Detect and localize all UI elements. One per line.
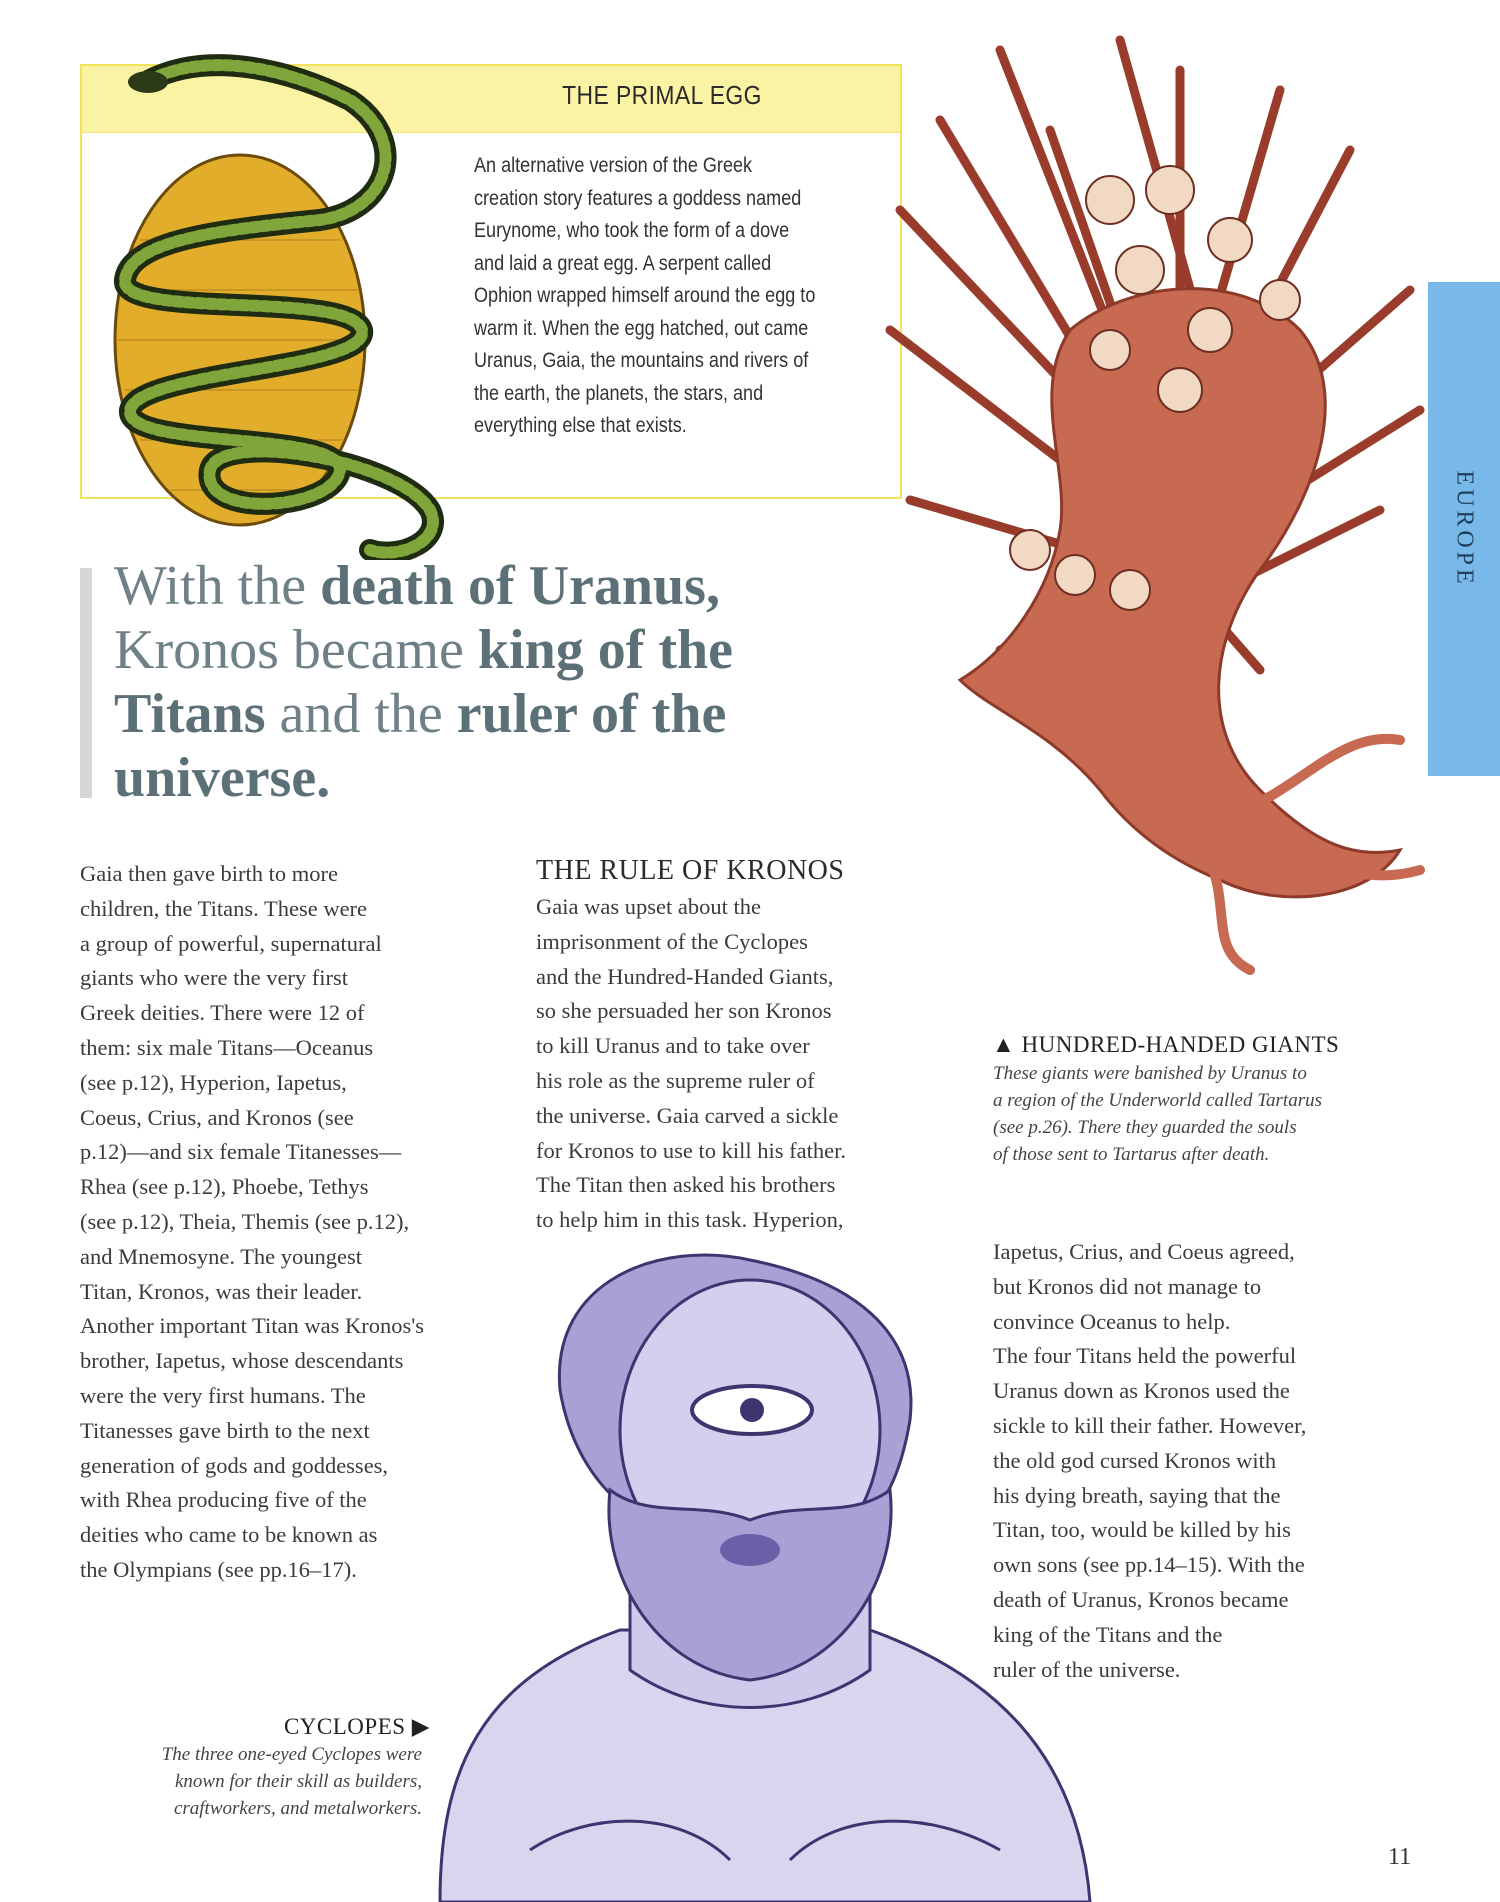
section-tab-label: EUROPE [1451, 470, 1478, 588]
cyclopes-caption-text: The three one-eyed Cyclopes were known for their skill as builders, craftworkers, and metalworkers. [161, 1744, 422, 1819]
cyclops-illustration [400, 1250, 1120, 1902]
quote-bold-2: king of the Titans [114, 619, 734, 745]
body-column-3: Iapetus, Crius, and Coeus agreed, but Kronos did not manage to convince Oceanus to help. The four Titans held the powerful Uranus down as Kronos used the sickle to kill their father. However, the old god cursed Kronos with his dying breath, saying that the Titan, too, would be killed by his own sons (see pp.14–15). With the death of Uranus, Kronos became king of the Titans and the ruler of the universe. [993, 1239, 1307, 1682]
primal-egg-text: An alternative version of the Greek creation story features a goddess named Eurynome, who took the form of a dove and laid a great egg. A serpent called Ophion wrapped himself around the egg to warm it. When the egg hatched, out came Uranus, Gaia, the mountains and rivers of the earth, the planets, the stars, and everything else that exists. [474, 154, 816, 437]
section-heading-rule-of-kronos: THE RULE OF KRONOS [536, 855, 845, 886]
hundred-handed-giants-illustration [880, 30, 1440, 990]
giants-caption-heading: ▲ HUNDRED-HANDED GIANTS [992, 1032, 1340, 1057]
quote-part-1: With the [114, 555, 321, 617]
pull-quote [114, 554, 874, 810]
page-number: 11 [1388, 1844, 1412, 1870]
quote-bold-3: ruler of the universe. [114, 683, 727, 809]
primal-egg-title: THE PRIMAL EGG [562, 80, 762, 110]
cyclopes-caption-heading: CYCLOPES ▶ [283, 1714, 430, 1739]
egg-serpent-illustration [100, 40, 480, 560]
giants-caption-text: These giants were banished by Uranus to a region of the Underworld called Tartarus (see p.26). There they guarded the souls of those sent to Tartarus after death. [993, 1063, 1322, 1165]
quote-part-2: Kronos became [114, 619, 478, 681]
section-tab-europe[interactable] [1428, 282, 1500, 776]
serpent-head [128, 71, 168, 93]
body-column-1: Gaia then gave birth to more children, the Titans. These were a group of powerful, supernatural giants who were the very first Greek deities. There were 12 of them: six male Titans—Oceanus (see p.12), Hyperion, Iapetus, Coeus, Crius, and Kronos (see p.12)—and six female Titanesses— Rhea (see p.12), Phoebe, Tethys (see p.12), Theia, Themis (see p.12), and Mnemosyne. The youngest Titan, Kronos, was their leader. Another important Titan was Kronos's brother, Iapetus, whose descendants were the very first humans. The Titanesses gave birth to the next generation of gods and goddesses, with Rhea producing five of the deities who came to be known as the Olympians (see pp.16–17). [80, 861, 425, 1582]
quote-bar [80, 568, 92, 798]
quote-part-3: and the [265, 683, 457, 745]
quote-bold-1: death of Uranus, [320, 555, 720, 617]
body-column-2: Gaia was upset about the imprisonment of the Cyclopes and the Hundred-Handed Giants, so she persuaded her son Kronos to kill Uranus and to take over his role as the supreme ruler of the universe. Gaia carved a sickle for Kronos to use to kill his father. The Titan then asked his brothers to help him in this task. Hyperion, [536, 894, 846, 1233]
